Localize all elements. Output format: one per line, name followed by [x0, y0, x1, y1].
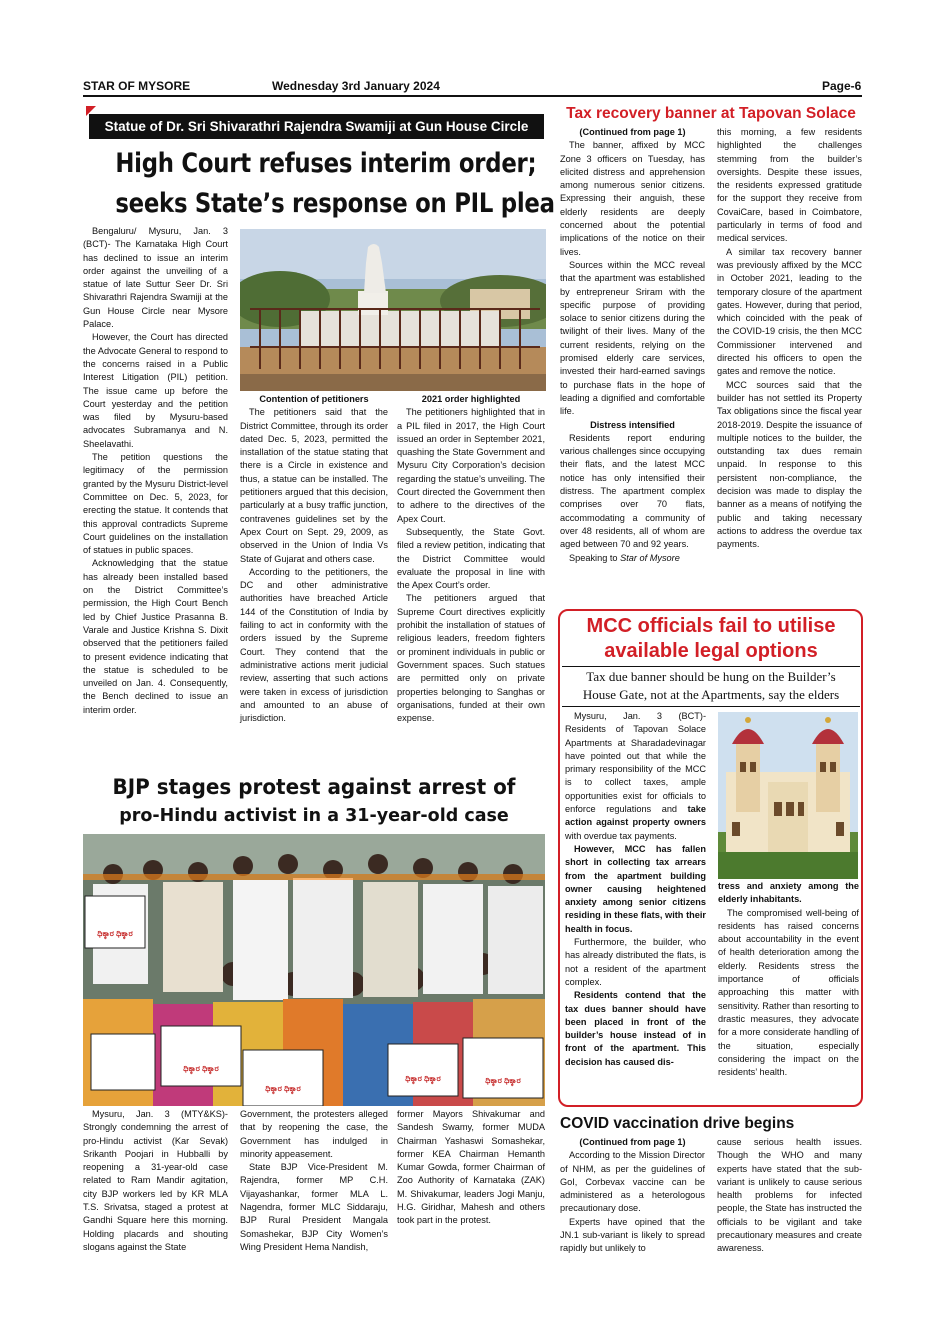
paragraph: Mysuru, Jan. 3 (MTY&KS)- Strongly condemning the arrest of pro-Hindu activist (Kar Sevak) Srikanth Poojari in Hubballi by reopening a 31-year-old case related to Ram Mandir agitation, city BJP workers led by KR MLA T.S. Srivatsa, staged a protest at Gandhi Square here this morning. Holding placards and shouting slogans against the State	[83, 1109, 228, 1252]
placard-text: ಧಿಕ್ಕಾರ ಧಿಕ್ಕಾರ	[97, 929, 133, 938]
paragraph-text: Mysuru, Jan. 3 (BCT)- Residents of Tapovan Solace Apartments at Sharadadevinagar have pointed out that while the primary responsibility of the MCC is to collect taxes, ample opportunities exist for officials to enforce regulations and	[565, 711, 706, 815]
paragraph: The petition questions the legitimacy of the permission granted by the Mysuru District-level Committee on Dec. 5, 2023, for erecting the statue. It contends that this approval contradicts Supreme Court guidelines on the installation of statues in public spaces.	[83, 452, 228, 556]
paragraph: Bengaluru/ Mysuru, Jan. 3 (BCT)- The Karnataka High Court has declined to issue an interim order against the unveiling of a statue of late Suttur Seer Dr. Sri Shivarathri Rajendra Swamiji at the Gun House Circle near Mysore Palace.	[83, 226, 228, 330]
subhead-contention: Contention of petitioners	[259, 394, 369, 404]
paragraph: Experts have opined that the JN.1 sub-variant is likely to spread rapidly but unlikely to	[560, 1216, 705, 1254]
story1-kicker: Statue of Dr. Sri Shivarathri Rajendra Swamiji at Gun House Circle	[89, 114, 544, 139]
story2-headline-line2: pro-Hindu activist in a 31-year-old case	[119, 806, 509, 826]
paper-name: STAR OF MYSORE	[83, 79, 191, 93]
paragraph: Sources within the MCC reveal that the apartment was established by entrepreneur Sriram with the specific purpose of providing solace to senior citizens during the twilight of their lives. Many of the current residents, relying on the promised elderly care services, invested their hard-earned savings to purchase flats in the hope of leading a dignified and comfortable life.	[560, 259, 705, 417]
paper-name-italic: Star of Mysore	[620, 552, 680, 563]
paragraph: tress and anxiety among the elderly inhabitants.	[718, 881, 859, 905]
subhead-2021-order: 2021 order highlighted	[421, 394, 521, 404]
paragraph: A similar tax recovery banner was previously affixed by the MCC in October 2021, leading to the temporary closure of the apartment gates. However, during that period, which coincided with the peak of the COVID-19 crisis, the then MCC Commissioner intervened and directed his officers to open the gates and remove the notice.	[717, 246, 862, 377]
issue-date: Wednesday 3rd January 2024	[272, 79, 440, 93]
story3-headline: Tax recovery banner at Tapovan Solace	[566, 105, 856, 122]
paragraph: MCC sources said that the builder has not settled its Property Tax obligations since the fiscal year 2018-2019. Despite the issuance of multiple notices to the builder, the outstanding tax dues remain unpaid. In response to this persistent non-compliance, the decision was made to display the banner as a means of notifying the public and taking necessary actions to address the overdue tax payments.	[717, 379, 862, 550]
paragraph: The compromised well-being of residents has raised concerns about accountability in the event of health deterioration among the elderly. Residents stress the importance of officials approaching this matter with sensitivity. Rather than resorting to drastic measures, they advocate for a more considerate handling of the situation, especially considering the impact on the residents’ health.	[718, 907, 859, 1078]
story4-deck-line1: Tax due banner should be hung on the Builder’s	[586, 669, 836, 684]
paragraph	[560, 552, 705, 565]
paragraph: The petitioners highlighted that in a PIL filed in 2017, the High Court issued an order in September 2021, quashing the State Government and Mysuru City Corporation’s decision regarding the statue’s unveiling. The Court directed the Government then to adhere to the directives of the Apex Court.	[397, 407, 545, 524]
paragraph: former Mayors Shivakumar and Sandesh Swamy, former MUDA Chairman Yashaswi Somashekar, former KEA Chairman Hemanth Kumar Gowda, former Chairman of Zoo Authority of Karnataka (ZAK) M. Shivakumar, leaders Jogi Manju, H.G. Giridhar, Mahesh and others took part in the protest.	[397, 1109, 545, 1226]
story4-deck-line2: House Gate, not at the Apartments, say the elders	[582, 687, 840, 702]
story4-headline-line2: available legal options	[604, 640, 818, 662]
story4-column-1	[565, 710, 706, 1069]
paragraph: Residents report enduring various challenges since occupying their flats, and the latest MCC notice has only intensified their distress. The apartment complex comprises over 70 flats, accommodating a community of over 48 residents, all of whom are aged between 70 and 92 years.	[560, 432, 705, 550]
story4-column-2	[718, 880, 859, 1079]
paragraph: State BJP Vice-President M. Rajendra, former MP C.H. Vijayashankar, former MLA L. Nagendra, former MLC Siddaraju, BJP Rural President Mangala Somashekar, BJP City Women’s Wing President Hema Nandish,	[240, 1162, 388, 1252]
paragraph: cause serious health issues. Though the WHO and many experts have stated that the sub-variant is unlikely to cause serious health problems for infected people, the State has instructed the officials to be vigilant and take precautionary measures and create awareness.	[717, 1137, 862, 1254]
deck-rule-top	[562, 666, 860, 667]
story5-column-2	[717, 1136, 862, 1256]
paragraph: Residents contend that the tax dues banner should have been placed in front of the builder’s house instead of in front of the apartment. This decision has caused dis-	[565, 990, 706, 1067]
paragraph: Government, the protesters alleged that by reopening the case, the Government has indulged in minority appeasement.	[240, 1109, 388, 1159]
paragraph: According to the petitioners, the DC and other administrative authorities have breached Article 144 of the Constitution of India by failing to act in conformity with the orders issued by the Supreme Court. They contend that the administrative actions merit judicial review, asserting that such actions were taken in excess of jurisdiction and amounted to an abuse of jurisdiction.	[240, 566, 388, 724]
masthead-rule	[83, 95, 862, 97]
paragraph: Acknowledging that the statue has already been installed based on the District Committee’s permission, the High Court Bench led by Chief Justice Prasanna B. Varale and Justice Krishna S. Dixit observed that the petitioners failed to present evidence indicating that the statue is scheduled to be unveiled on Jan. 4. Consequently, the Bench declined to issue an interim order.	[83, 558, 228, 715]
story3-column-2	[717, 126, 862, 552]
protest-photo	[83, 834, 545, 1106]
story5-column-1	[560, 1136, 705, 1256]
story1-column-3	[397, 393, 545, 725]
speaking-to-text: Speaking to	[569, 552, 618, 563]
paragraph-text: with overdue tax payments.	[565, 830, 677, 841]
paragraph: The petitioners argued that Supreme Court directives explicitly prohibit the installation of statues of religious leaders, freedom fighters or prominent individuals in public or Government spaces. Such statues are permitted only on private properties belonging to Sanghas or organisations, funded at their own expense.	[397, 593, 545, 724]
paragraph: However, the Court has directed the Advocate General to respond to the concerns raised in a Public Interest Litigation (PIL) petition. The issue came up before the Court yesterday and the petition was filed by Mysuru-based advocates Subramanya and N. Sheelavathi.	[83, 332, 228, 449]
story1-column-1	[83, 225, 228, 717]
story4-headline-line1: MCC officials fail to utilise	[586, 615, 836, 637]
story1-column-2	[240, 393, 388, 725]
statue-photo	[240, 229, 546, 391]
placard-text: ಧಿಕ್ಕಾರ ಧಿಕ್ಕಾರ	[485, 1076, 521, 1085]
paragraph: However, MCC has fallen short in collecting tax arrears from the apartment building owner causing heightened anxiety among senior citizens residing in these flats, with their health in focus.	[565, 843, 706, 934]
story1-headline-line1: High Court refuses interim order;	[115, 148, 537, 179]
story2-column-1	[83, 1108, 228, 1254]
placard-text: ಧಿಕ್ಕಾರ ಧಿಕ್ಕಾರ	[265, 1084, 301, 1093]
paragraph: The banner, affixed by MCC Zone 3 officers on Tuesday, has elicited distress and apprehension among numerous senior citizens. Expressing their anguish, these elderly residents are deeply concerned about the potential implications of the notice on their lives.	[560, 140, 705, 257]
paragraph: The petitioners said that the District Committee, through its order dated Dec. 5, 2023, permitted the installation of the statue stating that there is a Circle in existence and thus, a statue can be installed. The petitioners argued that this decision, particularly at a busy traffic junction, contravenes guidelines set by the Apex Court on Sept. 29, 2009, as observed in the Union of India Vs State of Gujarat and others case.	[240, 407, 388, 564]
placard-text: ಧಿಕ್ಕಾರ ಧಿಕ್ಕಾರ	[405, 1074, 441, 1083]
paragraph: According to the Mission Director of NHM, as per the guidelines of GoI, Corbevax vaccine can be administered as a heterologous precautionary dose.	[560, 1150, 705, 1214]
subhead-distress: Distress intensified	[590, 419, 675, 430]
story2-column-3	[397, 1108, 545, 1228]
paragraph	[565, 710, 706, 843]
placard-text: ಧಿಕ್ಕಾರ ಧಿಕ್ಕಾರ	[183, 1064, 219, 1073]
continued-label: (Continued from page 1)	[579, 127, 686, 137]
story2-column-2	[240, 1108, 388, 1254]
story5-headline: COVID vaccination drive begins	[560, 1115, 795, 1132]
continued-label: (Continued from page 1)	[579, 1137, 686, 1147]
paragraph: this morning, a few residents highlighted the challenges stemming from the builder’s oversights. Despite these issues, the residents expressed gratitude for the support they receive from CovaiCare, based in Coimbatore, particularly in terms of food and medical services.	[717, 127, 862, 244]
paragraph: Subsequently, the State Govt. filed a review petition, indicating that the District Committee would evaluate the proposal in line with the Apex Court’s order.	[397, 526, 545, 591]
palace-photo	[718, 712, 858, 879]
paragraph: Furthermore, the builder, who has already distributed the flats, is not a resident of the apartment complex.	[565, 937, 706, 987]
bold-phrase: take action against property owners	[565, 804, 706, 828]
story1-headline-line2: seeks State’s response on PIL plea	[115, 188, 555, 219]
story2-headline-line1: BJP stages protest against arrest of	[112, 775, 516, 799]
story3-column-1	[560, 126, 705, 565]
deck-rule-bottom	[562, 706, 860, 707]
page-number: Page-6	[822, 79, 862, 93]
